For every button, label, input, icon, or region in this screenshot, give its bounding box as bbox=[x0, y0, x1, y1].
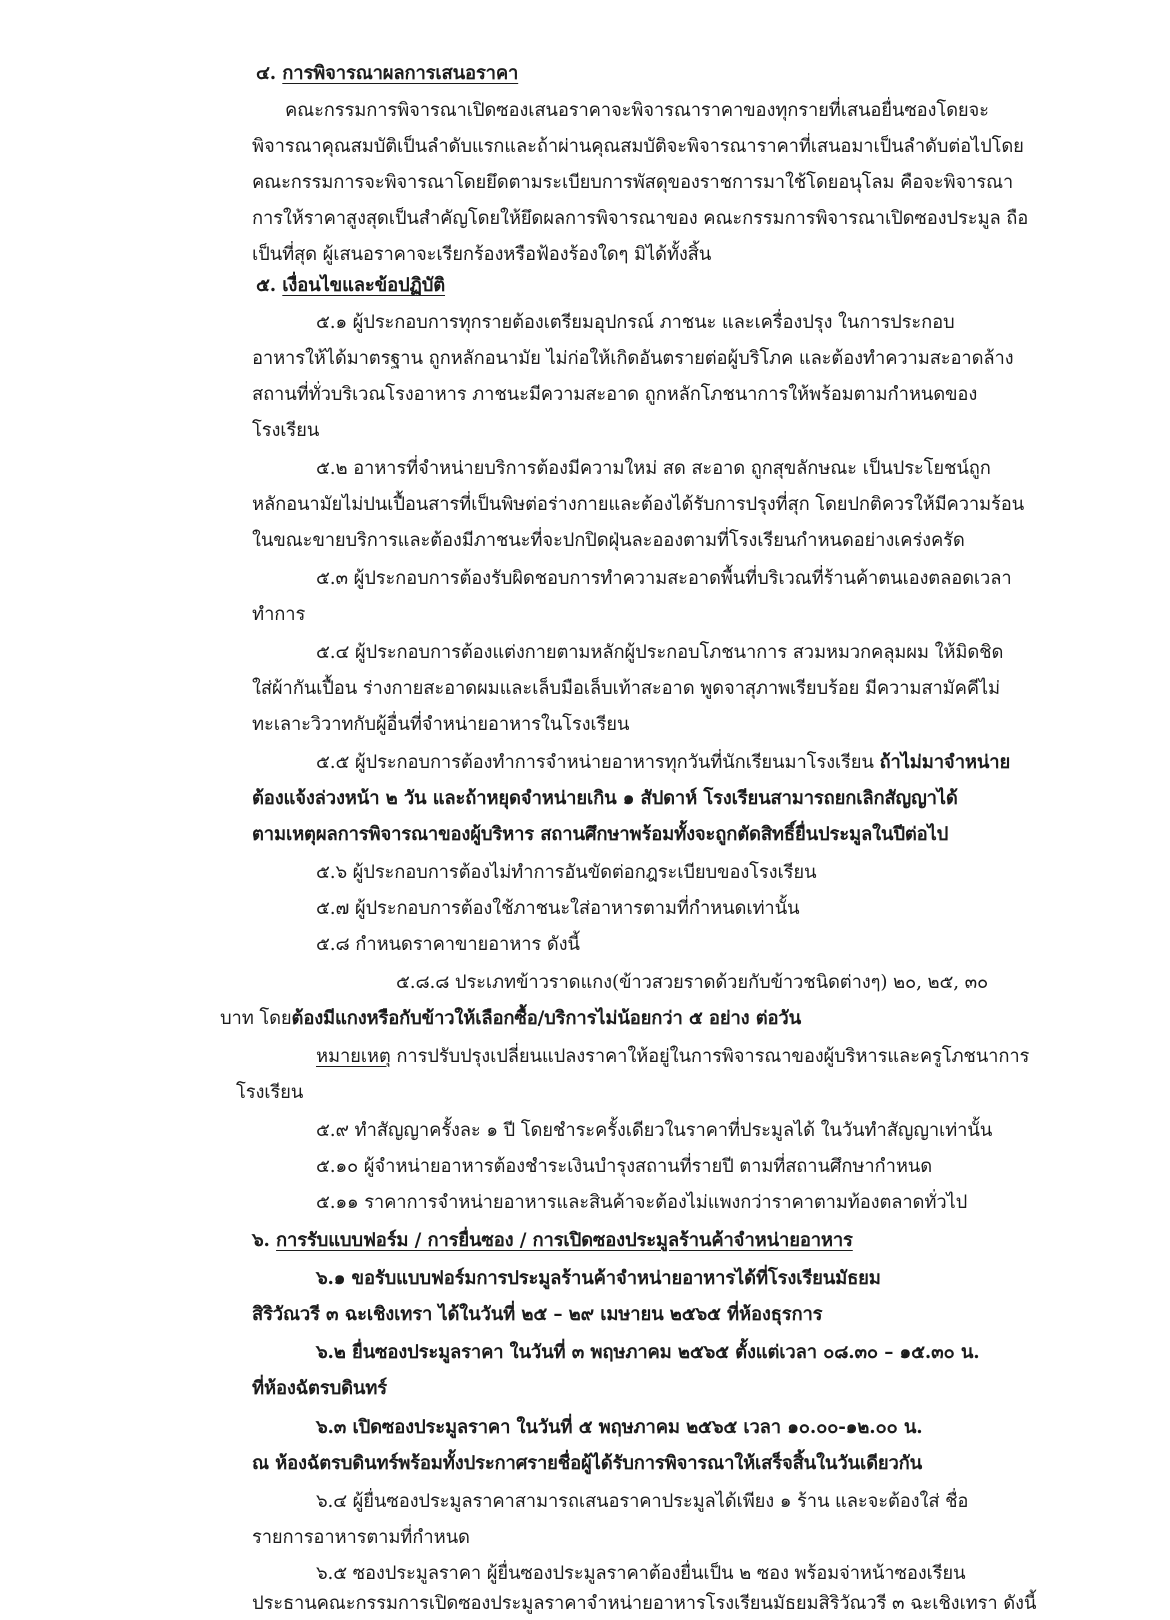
paragraph-line: คณะกรรมการจะพิจารณาโดยยึดตามระเบียบการพัสดุของราชการมาใช้โดยอนุโลม คือจะพิจารณา bbox=[252, 172, 1014, 193]
note-line bbox=[316, 1041, 1029, 1073]
clause-5-8: ๕.๘ กำหนดราคาขายอาหาร ดังนี้ bbox=[316, 934, 580, 955]
paragraph-line-bold: ที่ห้องฉัตรบดินทร์ bbox=[252, 1378, 388, 1399]
section-title: เงื่อนไขและข้อปฏิบัติ bbox=[282, 275, 446, 296]
paragraph-line: คณะกรรมการพิจารณาเปิดซองเสนอราคาจะพิจารณาราคาของทุกรายที่เสนอยื่นซองโดยจะ bbox=[285, 100, 989, 121]
clause-5-6: ๕.๖ ผู้ประกอบการต้องไม่ทำการอันขัดต่อกฎระเบียบของโรงเรียน bbox=[316, 862, 817, 883]
clause-5-10: ๕.๑๐ ผู้จำหน่ายอาหารต้องชำระเงินบำรุงสถานที่รายปี ตามที่สถานศึกษากำหนด bbox=[316, 1156, 933, 1177]
clause-5-7: ๕.๗ ผู้ประกอบการต้องใช้ภาชนะใส่อาหารตามที่กำหนดเท่านั้น bbox=[316, 898, 800, 919]
clause-5-11: ๕.๑๑ ราคาการจำหน่ายอาหารและสินค้าจะต้องไม่แพงกว่าราคาตามท้องตลาดทั่วไป bbox=[316, 1192, 968, 1213]
paragraph-line: ประธานคณะกรรมการเปิดซองประมูลราคาจำหน่ายอาหารโรงเรียนมัธยมสิริวัณวรี ๓ ฉะเชิงเทรา ดังนี้ bbox=[252, 1593, 1037, 1614]
section-title: การพิจารณาผลการเสนอราคา bbox=[282, 63, 519, 84]
paragraph-line: พิจารณาคุณสมบัติเป็นลำดับแรกและถ้าผ่านคุณสมบัติจะพิจารณาราคาที่เสนอมาเป็นลำดับต่อไปโดย bbox=[252, 136, 1024, 157]
clause-6-1: ๖.๑ ขอรับแบบฟอร์มการประมูลร้านค้าจำหน่ายอาหารได้ที่โรงเรียนมัธยม bbox=[316, 1268, 881, 1289]
paragraph-line: การให้ราคาสูงสุดเป็นสำคัญโดยให้ยึดผลการพิจารณาของ คณะกรรมการพิจารณาเปิดซองประมูล ถือ bbox=[252, 208, 1029, 229]
section-4-heading bbox=[256, 58, 518, 90]
paragraph-line: เป็นที่สุด ผู้เสนอราคาจะเรียกร้องหรือฟ้องร้องใดๆ มิได้ทั้งสิ้น bbox=[252, 244, 712, 265]
paragraph-line-bold: ณ ห้องฉัตรบดินทร์พร้อมทั้งประกาศรายชื่อผู้ได้รับการพิจารณาให้เสร็จสิ้นในวันเดียวกัน bbox=[252, 1453, 923, 1474]
clause-emphasis: ถ้าไม่มาจำหน่าย bbox=[879, 752, 1011, 773]
paragraph-line: ในขณะขายบริการและต้องมีภาชนะที่จะปกปิดฝุ่นละอองตามที่โรงเรียนกำหนดอย่างเคร่งครัด bbox=[252, 530, 965, 551]
paragraph-line: โรงเรียน bbox=[252, 420, 320, 441]
clause-text: บาท โดย bbox=[220, 1008, 292, 1029]
clause-5-4: ๕.๔ ผู้ประกอบการต้องแต่งกายตามหลักผู้ประกอบโภชนาการ สวมหมวกคลุมผม ให้มิดชิด bbox=[316, 642, 1004, 663]
section-5-heading bbox=[256, 270, 445, 302]
paragraph-line-bold: ตามเหตุผลการพิจารณาของผู้บริหาร สถานศึกษาพร้อมทั้งจะถูกตัดสิทธิ์ยื่นประมูลในปีต่อไป bbox=[252, 824, 949, 845]
section-6-heading bbox=[252, 1225, 853, 1257]
paragraph-line: โรงเรียน bbox=[236, 1082, 304, 1103]
clause-5-1: ๕.๑ ผู้ประกอบการทุกรายต้องเตรียมอุปกรณ์ ภาชนะ และเครื่องปรุง ในการประกอบ bbox=[316, 312, 955, 333]
clause-text: ๕.๕ ผู้ประกอบการต้องทำการจำหน่ายอาหารทุกวันที่นักเรียนมาโรงเรียน bbox=[316, 752, 880, 773]
section-title: การรับแบบฟอร์ม / การยื่นซอง / การเปิดซองประมูลร้านค้าจำหน่ายอาหาร bbox=[276, 1230, 853, 1251]
paragraph-line: รายการอาหารตามที่กำหนด bbox=[252, 1527, 470, 1548]
section-number: ๖. bbox=[252, 1230, 270, 1251]
clause-6-5: ๖.๕ ซองประมูลราคา ผู้ยื่นซองประมูลราคาต้องยื่นเป็น ๒ ซอง พร้อมจ่าหน้าซองเรียน bbox=[316, 1563, 966, 1584]
paragraph-line: ทะเลาะวิวาทกับผู้อื่นที่จำหน่ายอาหารในโรงเรียน bbox=[252, 714, 630, 735]
clause-5-2: ๕.๒ อาหารที่จำหน่ายบริการต้องมีความใหม่ สด สะอาด ถูกสุขลักษณะ เป็นประโยชน์ถูก bbox=[316, 458, 991, 479]
clause-emphasis: ต้องมีแกงหรือกับข้าวให้เลือกซื้อ/บริการไม่น้อยกว่า ๕ อย่าง ต่อวัน bbox=[291, 1008, 801, 1029]
note-label: หมายเหตุ bbox=[316, 1046, 391, 1067]
paragraph-line-bold: สิริวัณวรี ๓ ฉะเชิงเทรา ได้ในวันที่ ๒๕ – ๒๙ เมษายน ๒๕๖๕ ที่ห้องธุรการ bbox=[252, 1304, 823, 1325]
clause-6-4: ๖.๔ ผู้ยื่นซองประมูลราคาสามารถเสนอราคาประมูลได้เพียง ๑ ร้าน และจะต้องใส่ ชื่อ bbox=[316, 1491, 969, 1512]
clause-6-3: ๖.๓ เปิดซองประมูลราคา ในวันที่ ๕ พฤษภาคม ๒๕๖๕ เวลา ๑๐.๐๐-๑๒.๐๐ น. bbox=[316, 1417, 923, 1438]
section-number: ๔. bbox=[256, 63, 277, 84]
clause-5-9: ๕.๙ ทำสัญญาครั้งละ ๑ ปี โดยชำระครั้งเดียวในราคาที่ประมูลได้ ในวันทำสัญญาเท่านั้น bbox=[316, 1120, 993, 1141]
clause-5-8-8: ๕.๘.๘ ประเภทข้าวราดแกง(ข้าวสวยราดด้วยกับข้าวชนิดต่างๆ) ๒๐, ๒๕, ๓๐ bbox=[396, 972, 989, 993]
paragraph-line: สถานที่ทั่วบริเวณโรงอาหาร ภาชนะมีความสะอาด ถูกหลักโภชนาการให้พร้อมตามกำหนดของ bbox=[252, 384, 978, 405]
paragraph-line: หลักอนามัยไม่ปนเปื้อนสารที่เป็นพิษต่อร่างกายและต้องได้รับการปรุงที่สุก โดยปกติควรให้มีความร้อน bbox=[252, 494, 1025, 515]
clause-5-5 bbox=[316, 747, 1010, 779]
paragraph-line: ใส่ผ้ากันเปื้อน ร่างกายสะอาดผมและเล็บมือเล็บเท้าสะอาด พูดจาสุภาพเรียบร้อย มีความสามัคคีไม่ bbox=[252, 678, 1000, 699]
clause-5-3: ๕.๓ ผู้ประกอบการต้องรับผิดชอบการทำความสะอาดพื้นที่บริเวณที่ร้านค้าตนเองตลอดเวลา bbox=[316, 568, 1012, 589]
paragraph-line-bold: ต้องแจ้งล่วงหน้า ๒ วัน และถ้าหยุดจำหน่ายเกิน ๑ สัปดาห์ โรงเรียนสามารถยกเลิกสัญญาได้ bbox=[252, 788, 958, 809]
note-text: การปรับปรุงเปลี่ยนแปลงราคาให้อยู่ในการพิจารณาของผู้บริหารและครูโภชนาการ bbox=[390, 1046, 1030, 1067]
section-number: ๕. bbox=[256, 275, 277, 296]
clause-6-2: ๖.๒ ยื่นซองประมูลราคา ในวันที่ ๓ พฤษภาคม ๒๕๖๕ ตั้งแต่เวลา ๐๘.๓๐ – ๑๕.๓๐ น. bbox=[316, 1342, 980, 1363]
clause-5-8-8-cont bbox=[220, 1003, 801, 1035]
paragraph-line: ทำการ bbox=[252, 604, 306, 625]
paragraph-line: อาหารให้ได้มาตรฐาน ถูกหลักอนามัย ไม่ก่อให้เกิดอันตรายต่อผู้บริโภค และต้องทำความสะอาดล้าง bbox=[252, 348, 1014, 369]
